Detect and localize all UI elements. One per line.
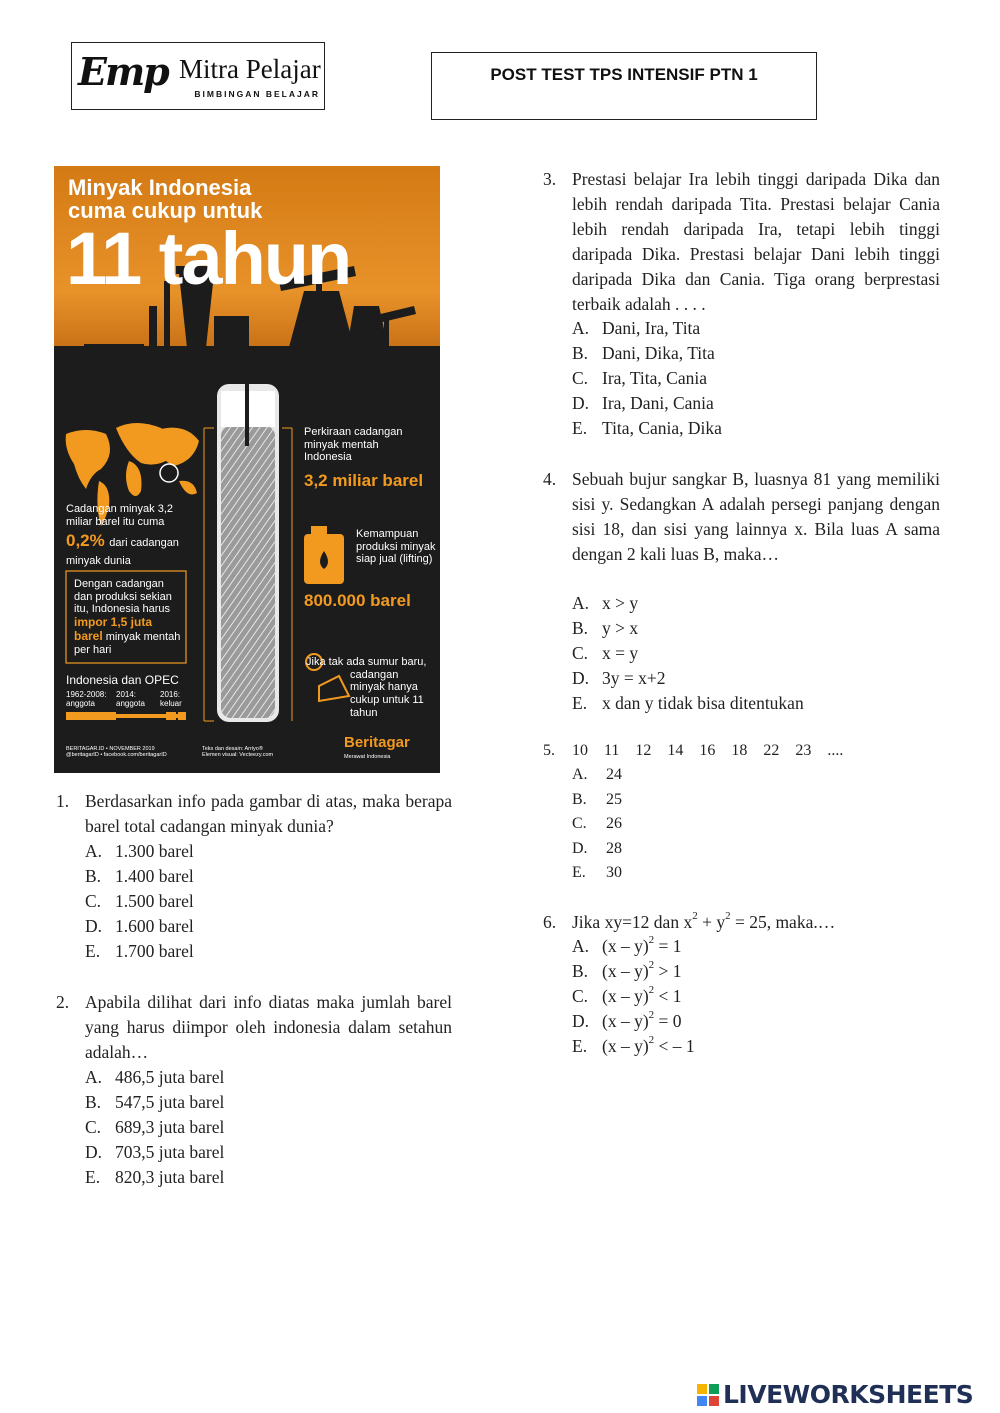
brand: Beritagar [344, 734, 410, 751]
option-b[interactable]: B. 1.400 barel [85, 866, 194, 886]
option-c[interactable]: C. x = y [572, 643, 639, 663]
option-c[interactable]: C. (x – y)$^2$ < 1 [572, 984, 682, 1006]
opec-title: Indonesia dan OPEC [66, 673, 179, 687]
option-e[interactable]: E. 30 [572, 864, 622, 881]
option-a[interactable]: A. 1.300 barel [85, 841, 194, 861]
option-a[interactable]: A. 486,5 juta barel [85, 1067, 225, 1087]
option-b[interactable]: B. Dani, Dika, Tita [572, 343, 715, 363]
import-block: Dengan cadangan dan produksi sekian itu, Indonesia harus impor 1,5 juta barel minyak mentah per hari [74, 578, 181, 656]
question-3 [543, 167, 940, 317]
reserve-value: 3,2 miliar barel [304, 471, 424, 490]
reserve-note: Perkiraan cadangan minyak mentah Indonesia [304, 426, 403, 464]
option-a[interactable]: A. x > y [572, 593, 639, 613]
option-e[interactable]: E. 820,3 juta barel [85, 1167, 225, 1187]
option-a[interactable]: A. Dani, Ira, Tita [572, 318, 701, 338]
question-text: Sebuah bujur sangkar B, luasnya 81 yang memiliki sisi y. Sedangkan A adalah persegi panjang dengan sisi 18, dan sisi yang lainnya x. Bila luas A sama dengan 2 kali luas B, maka… [572, 469, 940, 564]
footer-mid: Teks dan desain: Arriyo® Elemen visual: Vecteezy.com [202, 746, 274, 759]
option-d[interactable]: D. 703,5 juta barel [85, 1142, 225, 1162]
logo-mark: Emp [78, 49, 168, 94]
option-b[interactable]: B. (x – y)$^2$ > 1 [572, 959, 682, 981]
option-e[interactable]: E. 1.700 barel [85, 941, 194, 961]
option-c[interactable]: C. 26 [572, 815, 622, 832]
option-b[interactable]: B. y > x [572, 618, 639, 638]
question-text: Jika xy=12 dan $x^2 + y^2 = 25$, maka.… [572, 910, 836, 932]
brand-sub: Merawat Indonesia [344, 754, 391, 760]
liveworksheets-watermark [697, 1380, 973, 1409]
question-6 [543, 910, 940, 935]
option-d[interactable]: D. Ira, Dani, Cania [572, 393, 714, 413]
question-1 [56, 789, 452, 839]
capacity-value: 800.000 barel [304, 591, 411, 610]
question-number: 5. [543, 742, 555, 759]
infographic [54, 166, 440, 773]
share-value: 0,2% [66, 531, 105, 550]
footer-left: BERITAGAR.ID • NOVEMBER 2019 @beritagarID • facebook.com/beritagarID [66, 746, 167, 759]
opec-period-2: 2014: anggota [116, 690, 145, 709]
option-e[interactable]: E. Tita, Cania, Dika [572, 418, 722, 438]
logo [71, 42, 325, 110]
page-title: POST TEST TPS INTENSIF PTN 1 [490, 65, 758, 84]
option-d[interactable]: D. 28 [572, 839, 622, 857]
option-b[interactable]: B. 25 [572, 790, 622, 808]
question-text: Berdasarkan info pada gambar di atas, maka berapa barel total cadangan minyak dunia? [85, 791, 452, 836]
number-sequence: 10 11 12 14 16 18 22 23 .... [572, 742, 844, 759]
share-suffix: dari cadangan minyak dunia [66, 537, 179, 568]
option-a[interactable]: A. 24 [572, 766, 622, 783]
option-e[interactable]: E. (x – y)$^2$ < – 1 [572, 1034, 695, 1056]
liveworksheets-logo-icon [697, 1384, 719, 1406]
nowell-note: Jika tak ada sumur baru, cadangan minyak hanya cukup untuk 11 tahun [306, 656, 427, 719]
question-number: 6. [543, 912, 557, 932]
option-b[interactable]: B. 547,5 juta barel [85, 1092, 225, 1112]
option-c[interactable]: C. 689,3 juta barel [85, 1117, 225, 1137]
question-2 [56, 990, 452, 1065]
option-d[interactable]: D. 3y = x+2 [572, 668, 666, 688]
option-d[interactable]: D. (x – y)$^2$ = 0 [572, 1009, 682, 1031]
infographic-headline: 11 tahun [66, 217, 351, 300]
question-number: 3. [543, 169, 557, 189]
title-box [431, 52, 817, 120]
logo-subtitle: BIMBINGAN BELAJAR [194, 89, 320, 99]
logo-name: Mitra Pelajar [179, 54, 321, 84]
question-4 [543, 467, 940, 567]
option-e[interactable]: E. x dan y tidak bisa ditentukan [572, 693, 804, 713]
question-number: 1. [56, 791, 70, 811]
watermark-text: LIVEWORKSHEETS [723, 1380, 974, 1409]
option-c[interactable]: C. Ira, Tita, Cania [572, 368, 707, 388]
import-value: impor 1,5 juta barel [74, 614, 153, 643]
option-c[interactable]: C. 1.500 barel [85, 891, 194, 911]
question-number: 4. [543, 469, 557, 489]
option-a[interactable]: A. (x – y)$^2$ = 1 [572, 934, 682, 956]
question-text: Apabila dilihat dari info diatas maka jumlah barel yang harus diimpor oleh indonesia dalam setahun adalah… [85, 992, 452, 1062]
opec-period-3: 2016: keluar [160, 690, 182, 709]
infographic-title: Minyak Indonesia cuma cukup untuk [68, 175, 263, 224]
question-text: Prestasi belajar Ira lebih tinggi daripada Dika dan lebih rendah daripada Tita. Prestasi belajar Cania lebih rendah daripada Ira, tetapi lebih tinggi daripada Dika. Prestasi belajar Dani lebih tinggi daripada Dika dan Cania. Tiga orang berprestasi terbaik adalah . . . . [572, 169, 940, 314]
question-5 [543, 738, 940, 763]
share-note: Cadangan minyak 3,2 miliar barel itu cuma [66, 503, 174, 528]
jerry-can-icon [304, 526, 344, 584]
option-d[interactable]: D. 1.600 barel [85, 916, 194, 936]
capacity-note: Kemampuan produksi minyak siap jual (lifting) [356, 528, 436, 566]
share-block [66, 531, 196, 570]
opec-period-1: 1962-2008: anggota [66, 690, 107, 709]
question-number: 2. [56, 992, 70, 1012]
